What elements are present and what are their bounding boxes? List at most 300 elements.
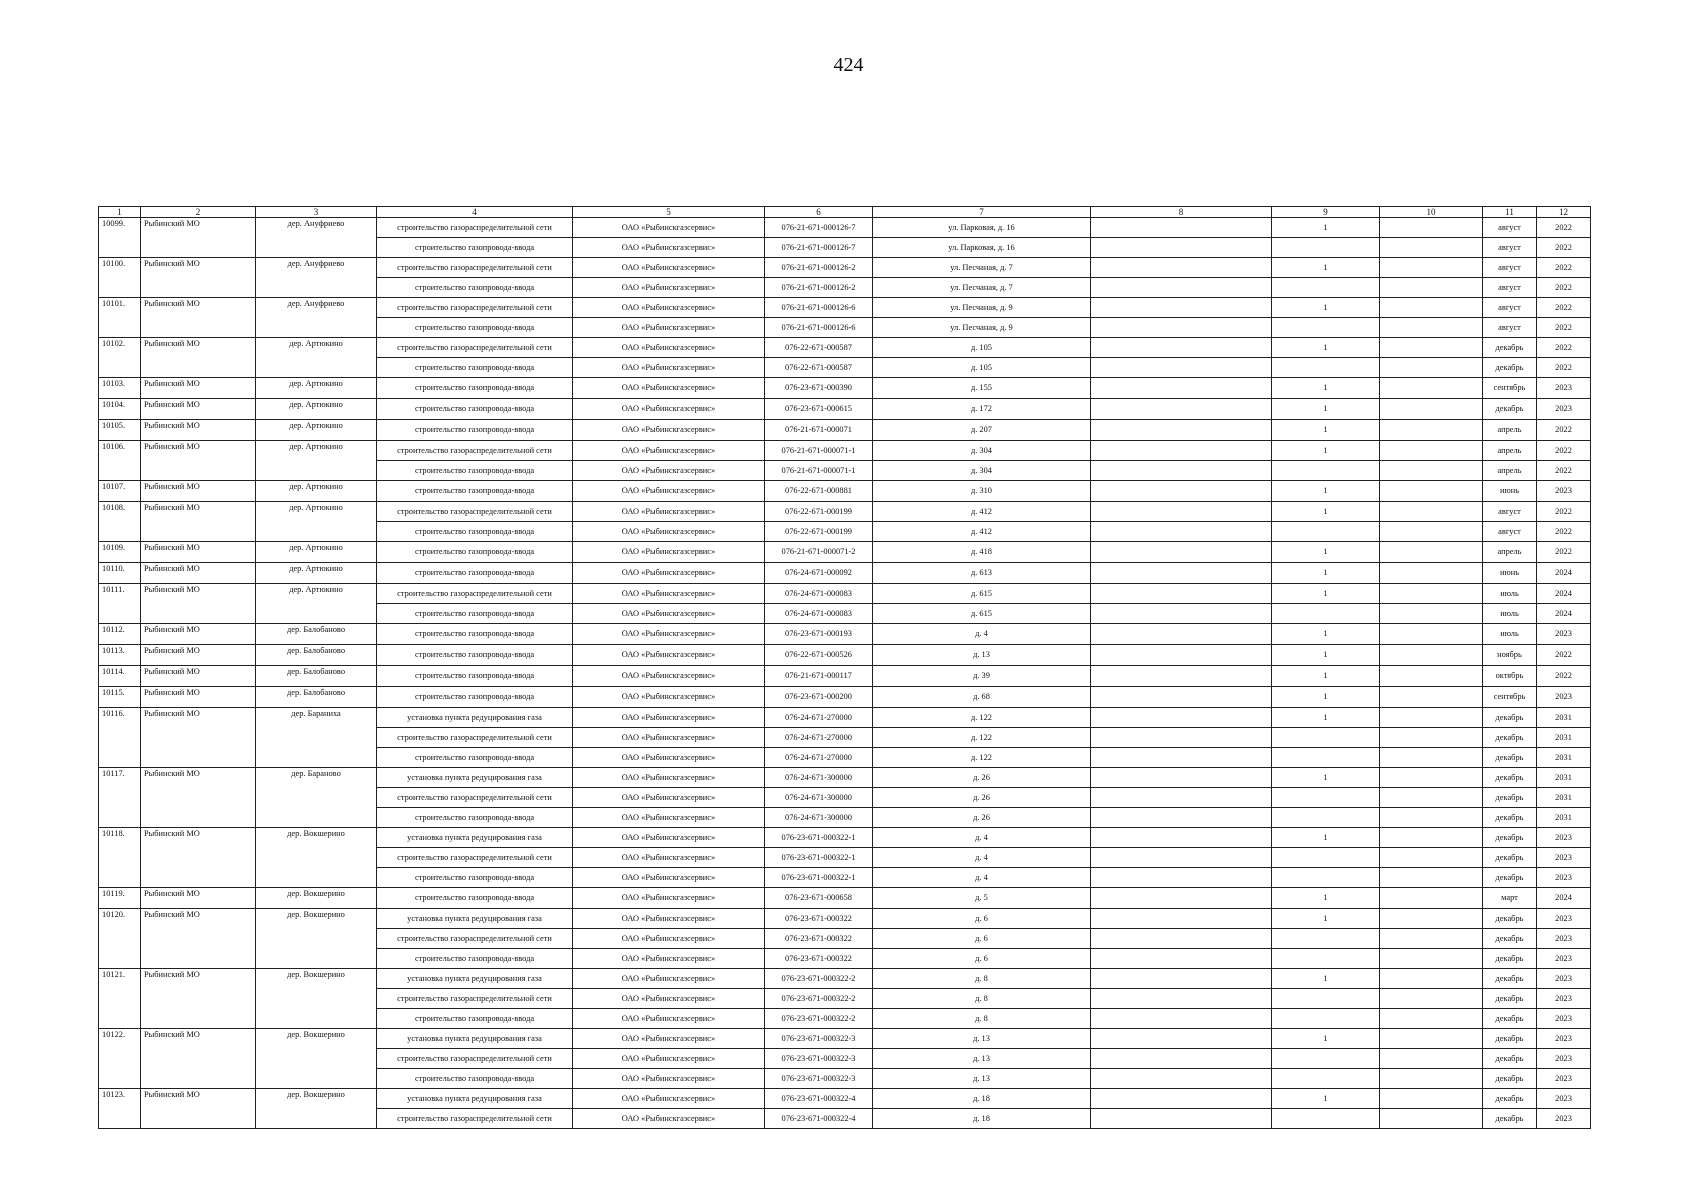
year-cell: 2022 [1537, 278, 1591, 298]
address-cell: д. 4 [873, 868, 1091, 888]
column-10-cell [1380, 969, 1483, 989]
column-10-cell [1380, 278, 1483, 298]
quantity-cell [1272, 748, 1380, 768]
column-10-cell [1380, 358, 1483, 378]
object-code-cell: 076-24-671-270000 [765, 728, 873, 748]
address-cell: д. 418 [873, 542, 1091, 563]
work-type-cell: строительство газораспределительной сети [377, 929, 573, 949]
quantity-cell: 1 [1272, 584, 1380, 604]
month-cell: декабрь [1483, 848, 1537, 868]
organization-cell: ОАО «Рыбинскгазсервис» [573, 768, 765, 788]
locality-cell: дер. Вокшерино [256, 1029, 377, 1089]
year-cell: 2031 [1537, 788, 1591, 808]
object-code-cell: 076-23-671-000322-1 [765, 848, 873, 868]
column-10-cell [1380, 788, 1483, 808]
object-code-cell: 076-24-671-270000 [765, 708, 873, 728]
column-10-cell [1380, 808, 1483, 828]
row-number-cell: 10100. [99, 258, 141, 298]
table-row [99, 399, 1591, 420]
district-cell: Рыбинский МО [141, 481, 256, 502]
column-8-cell [1091, 481, 1272, 502]
organization-cell: ОАО «Рыбинскгазсервис» [573, 481, 765, 502]
column-10-cell [1380, 868, 1483, 888]
column-10-cell [1380, 666, 1483, 687]
object-code-cell: 076-21-671-000126-2 [765, 278, 873, 298]
quantity-cell: 1 [1272, 338, 1380, 358]
column-10-cell [1380, 708, 1483, 728]
object-code-cell: 076-23-671-000322-2 [765, 1009, 873, 1029]
object-code-cell: 076-23-671-000658 [765, 888, 873, 909]
quantity-cell [1272, 1109, 1380, 1129]
district-cell: Рыбинский МО [141, 687, 256, 708]
month-cell: декабрь [1483, 909, 1537, 929]
address-cell: д. 26 [873, 808, 1091, 828]
address-cell: д. 6 [873, 909, 1091, 929]
organization-cell: ОАО «Рыбинскгазсервис» [573, 522, 765, 542]
column-8-cell [1091, 584, 1272, 604]
row-number-cell: 10118. [99, 828, 141, 888]
month-cell: декабрь [1483, 808, 1537, 828]
row-number-cell: 10110. [99, 563, 141, 584]
column-header: 3 [256, 207, 377, 218]
locality-cell: дер. Артюкино [256, 338, 377, 378]
column-8-cell [1091, 441, 1272, 461]
row-number-cell: 10122. [99, 1029, 141, 1089]
work-type-cell: строительство газопровода-ввода [377, 808, 573, 828]
address-cell: ул. Песчаная, д. 7 [873, 278, 1091, 298]
year-cell: 2023 [1537, 687, 1591, 708]
table-row [99, 258, 1591, 278]
year-cell: 2023 [1537, 989, 1591, 1009]
locality-cell: дер. Артюкино [256, 584, 377, 624]
address-cell: д. 615 [873, 584, 1091, 604]
object-code-cell: 076-21-671-000126-2 [765, 258, 873, 278]
organization-cell: ОАО «Рыбинскгазсервис» [573, 989, 765, 1009]
work-type-cell: строительство газопровода-ввода [377, 542, 573, 563]
address-cell: д. 68 [873, 687, 1091, 708]
address-cell: д. 13 [873, 1029, 1091, 1049]
work-type-cell: строительство газораспределительной сети [377, 1049, 573, 1069]
column-10-cell [1380, 258, 1483, 278]
work-type-cell: строительство газопровода-ввода [377, 748, 573, 768]
column-8-cell [1091, 624, 1272, 645]
address-cell: д. 18 [873, 1109, 1091, 1129]
gasification-schedule-table [98, 206, 1591, 1129]
year-cell: 2022 [1537, 338, 1591, 358]
quantity-cell: 1 [1272, 687, 1380, 708]
object-code-cell: 076-23-671-000200 [765, 687, 873, 708]
organization-cell: ОАО «Рыбинскгазсервис» [573, 1009, 765, 1029]
column-10-cell [1380, 1089, 1483, 1109]
month-cell: декабрь [1483, 969, 1537, 989]
address-cell: д. 13 [873, 1069, 1091, 1089]
month-cell: август [1483, 318, 1537, 338]
month-cell: март [1483, 888, 1537, 909]
month-cell: август [1483, 502, 1537, 522]
month-cell: декабрь [1483, 768, 1537, 788]
work-type-cell: строительство газопровода-ввода [377, 358, 573, 378]
object-code-cell: 076-24-671-300000 [765, 768, 873, 788]
month-cell: декабрь [1483, 929, 1537, 949]
year-cell: 2024 [1537, 584, 1591, 604]
year-cell: 2022 [1537, 441, 1591, 461]
object-code-cell: 076-22-671-000881 [765, 481, 873, 502]
address-cell: ул. Парковая, д. 16 [873, 218, 1091, 238]
month-cell: август [1483, 278, 1537, 298]
organization-cell: ОАО «Рыбинскгазсервис» [573, 748, 765, 768]
object-code-cell: 076-23-671-000390 [765, 378, 873, 399]
column-10-cell [1380, 563, 1483, 584]
organization-cell: ОАО «Рыбинскгазсервис» [573, 1109, 765, 1129]
organization-cell: ОАО «Рыбинскгазсервис» [573, 563, 765, 584]
row-number-cell: 10112. [99, 624, 141, 645]
column-10-cell [1380, 502, 1483, 522]
address-cell: д. 172 [873, 399, 1091, 420]
work-type-cell: строительство газопровода-ввода [377, 666, 573, 687]
address-cell: ул. Песчаная, д. 9 [873, 298, 1091, 318]
column-10-cell [1380, 420, 1483, 441]
quantity-cell: 1 [1272, 969, 1380, 989]
locality-cell: дер. Артюкино [256, 420, 377, 441]
column-8-cell [1091, 522, 1272, 542]
quantity-cell: 1 [1272, 258, 1380, 278]
object-code-cell: 076-23-671-000322-3 [765, 1049, 873, 1069]
organization-cell: ОАО «Рыбинскгазсервис» [573, 1029, 765, 1049]
district-cell: Рыбинский МО [141, 338, 256, 378]
month-cell: апрель [1483, 461, 1537, 481]
month-cell: июнь [1483, 563, 1537, 584]
district-cell: Рыбинский МО [141, 828, 256, 888]
work-type-cell: строительство газораспределительной сети [377, 258, 573, 278]
address-cell: д. 122 [873, 728, 1091, 748]
district-cell: Рыбинский МО [141, 666, 256, 687]
year-cell: 2023 [1537, 1069, 1591, 1089]
year-cell: 2023 [1537, 929, 1591, 949]
district-cell: Рыбинский МО [141, 1029, 256, 1089]
address-cell: д. 18 [873, 1089, 1091, 1109]
column-8-cell [1091, 929, 1272, 949]
quantity-cell: 1 [1272, 888, 1380, 909]
column-10-cell [1380, 604, 1483, 624]
column-8-cell [1091, 989, 1272, 1009]
work-type-cell: строительство газораспределительной сети [377, 848, 573, 868]
year-cell: 2023 [1537, 1109, 1591, 1129]
locality-cell: дер. Ануфриево [256, 298, 377, 338]
work-type-cell: строительство газопровода-ввода [377, 949, 573, 969]
district-cell: Рыбинский МО [141, 909, 256, 969]
locality-cell: дер. Бараниха [256, 708, 377, 768]
column-10-cell [1380, 848, 1483, 868]
work-type-cell: строительство газораспределительной сети [377, 298, 573, 318]
column-10-cell [1380, 828, 1483, 848]
column-8-cell [1091, 502, 1272, 522]
column-10-cell [1380, 441, 1483, 461]
address-cell: д. 26 [873, 788, 1091, 808]
work-type-cell: строительство газораспределительной сети [377, 788, 573, 808]
quantity-cell [1272, 1069, 1380, 1089]
locality-cell: дер. Бараново [256, 768, 377, 828]
locality-cell: дер. Вокшерино [256, 888, 377, 909]
year-cell: 2022 [1537, 645, 1591, 666]
month-cell: октябрь [1483, 666, 1537, 687]
quantity-cell: 1 [1272, 441, 1380, 461]
table-row [99, 481, 1591, 502]
object-code-cell: 076-23-671-000322-4 [765, 1089, 873, 1109]
work-type-cell: строительство газопровода-ввода [377, 522, 573, 542]
month-cell: декабрь [1483, 1089, 1537, 1109]
organization-cell: ОАО «Рыбинскгазсервис» [573, 1049, 765, 1069]
address-cell: д. 8 [873, 969, 1091, 989]
month-cell: август [1483, 238, 1537, 258]
quantity-cell: 1 [1272, 378, 1380, 399]
work-type-cell: строительство газопровода-ввода [377, 420, 573, 441]
table-row [99, 768, 1591, 788]
organization-cell: ОАО «Рыбинскгазсервис» [573, 949, 765, 969]
locality-cell: дер. Вокшерино [256, 828, 377, 888]
object-code-cell: 076-22-671-000199 [765, 522, 873, 542]
work-type-cell: строительство газораспределительной сети [377, 1109, 573, 1129]
organization-cell: ОАО «Рыбинскгазсервис» [573, 708, 765, 728]
month-cell: ноябрь [1483, 645, 1537, 666]
organization-cell: ОАО «Рыбинскгазсервис» [573, 584, 765, 604]
district-cell: Рыбинский МО [141, 420, 256, 441]
object-code-cell: 076-23-671-000322-1 [765, 868, 873, 888]
organization-cell: ОАО «Рыбинскгазсервис» [573, 358, 765, 378]
locality-cell: дер. Артюкино [256, 502, 377, 542]
organization-cell: ОАО «Рыбинскгазсервис» [573, 645, 765, 666]
locality-cell: дер. Артюкино [256, 563, 377, 584]
object-code-cell: 076-21-671-000126-6 [765, 318, 873, 338]
locality-cell: дер. Артюкино [256, 441, 377, 481]
month-cell: декабрь [1483, 1069, 1537, 1089]
year-cell: 2022 [1537, 318, 1591, 338]
locality-cell: дер. Ануфриево [256, 218, 377, 258]
column-8-cell [1091, 238, 1272, 258]
column-8-cell [1091, 1029, 1272, 1049]
organization-cell: ОАО «Рыбинскгазсервис» [573, 238, 765, 258]
year-cell: 2023 [1537, 1089, 1591, 1109]
organization-cell: ОАО «Рыбинскгазсервис» [573, 278, 765, 298]
address-cell: д. 4 [873, 828, 1091, 848]
column-8-cell [1091, 378, 1272, 399]
object-code-cell: 076-24-671-300000 [765, 788, 873, 808]
address-cell: д. 13 [873, 1049, 1091, 1069]
month-cell: июль [1483, 604, 1537, 624]
table-row [99, 687, 1591, 708]
quantity-cell: 1 [1272, 708, 1380, 728]
quantity-cell [1272, 929, 1380, 949]
work-type-cell: строительство газопровода-ввода [377, 645, 573, 666]
object-code-cell: 076-21-671-000126-6 [765, 298, 873, 318]
object-code-cell: 076-23-671-000322 [765, 949, 873, 969]
year-cell: 2022 [1537, 298, 1591, 318]
work-type-cell: строительство газопровода-ввода [377, 563, 573, 584]
table-row [99, 645, 1591, 666]
district-cell: Рыбинский МО [141, 708, 256, 768]
object-code-cell: 076-21-671-000071-2 [765, 542, 873, 563]
table-row [99, 584, 1591, 604]
column-10-cell [1380, 687, 1483, 708]
organization-cell: ОАО «Рыбинскгазсервис» [573, 378, 765, 399]
column-number-header-row [99, 207, 1591, 218]
quantity-cell: 1 [1272, 666, 1380, 687]
table-row [99, 888, 1591, 909]
table-row [99, 563, 1591, 584]
object-code-cell: 076-22-671-000587 [765, 338, 873, 358]
district-cell: Рыбинский МО [141, 645, 256, 666]
column-10-cell [1380, 584, 1483, 604]
quantity-cell [1272, 1049, 1380, 1069]
column-8-cell [1091, 848, 1272, 868]
column-10-cell [1380, 399, 1483, 420]
address-cell: д. 613 [873, 563, 1091, 584]
work-type-cell: строительство газопровода-ввода [377, 1069, 573, 1089]
month-cell: декабрь [1483, 1009, 1537, 1029]
year-cell: 2023 [1537, 949, 1591, 969]
locality-cell: дер. Вокшерино [256, 1089, 377, 1129]
column-10-cell [1380, 1049, 1483, 1069]
quantity-cell [1272, 728, 1380, 748]
column-header: 8 [1091, 207, 1272, 218]
organization-cell: ОАО «Рыбинскгазсервис» [573, 1089, 765, 1109]
row-number-cell: 10123. [99, 1089, 141, 1129]
row-number-cell: 10113. [99, 645, 141, 666]
year-cell: 2022 [1537, 258, 1591, 278]
row-number-cell: 10111. [99, 584, 141, 624]
quantity-cell: 1 [1272, 298, 1380, 318]
object-code-cell: 076-21-671-000071 [765, 420, 873, 441]
organization-cell: ОАО «Рыбинскгазсервис» [573, 666, 765, 687]
object-code-cell: 076-22-671-000199 [765, 502, 873, 522]
month-cell: август [1483, 522, 1537, 542]
year-cell: 2031 [1537, 768, 1591, 788]
month-cell: декабрь [1483, 949, 1537, 969]
object-code-cell: 076-23-671-000193 [765, 624, 873, 645]
organization-cell: ОАО «Рыбинскгазсервис» [573, 868, 765, 888]
object-code-cell: 076-23-671-000615 [765, 399, 873, 420]
column-8-cell [1091, 278, 1272, 298]
column-header: 2 [141, 207, 256, 218]
table-row [99, 624, 1591, 645]
month-cell: апрель [1483, 420, 1537, 441]
table-row [99, 909, 1591, 929]
locality-cell: дер. Артюкино [256, 542, 377, 563]
object-code-cell: 076-24-671-000092 [765, 563, 873, 584]
district-cell: Рыбинский МО [141, 542, 256, 563]
object-code-cell: 076-21-671-000071-1 [765, 441, 873, 461]
work-type-cell: строительство газопровода-ввода [377, 687, 573, 708]
object-code-cell: 076-23-671-000322-2 [765, 969, 873, 989]
column-8-cell [1091, 949, 1272, 969]
work-type-cell: установка пункта редуцирования газа [377, 1029, 573, 1049]
row-number-cell: 10109. [99, 542, 141, 563]
district-cell: Рыбинский МО [141, 378, 256, 399]
column-8-cell [1091, 563, 1272, 584]
column-header: 10 [1380, 207, 1483, 218]
organization-cell: ОАО «Рыбинскгазсервис» [573, 420, 765, 441]
organization-cell: ОАО «Рыбинскгазсервис» [573, 441, 765, 461]
table-row [99, 666, 1591, 687]
page-number: 424 [833, 54, 864, 76]
month-cell: декабрь [1483, 338, 1537, 358]
column-8-cell [1091, 542, 1272, 563]
work-type-cell: строительство газораспределительной сети [377, 218, 573, 238]
column-8-cell [1091, 909, 1272, 929]
address-cell: д. 26 [873, 768, 1091, 788]
month-cell: декабрь [1483, 728, 1537, 748]
district-cell: Рыбинский МО [141, 563, 256, 584]
year-cell: 2022 [1537, 522, 1591, 542]
column-10-cell [1380, 1029, 1483, 1049]
quantity-cell: 1 [1272, 420, 1380, 441]
column-10-cell [1380, 298, 1483, 318]
table-row [99, 441, 1591, 461]
organization-cell: ОАО «Рыбинскгазсервис» [573, 624, 765, 645]
month-cell: декабрь [1483, 748, 1537, 768]
object-code-cell: 076-23-671-000322-1 [765, 828, 873, 848]
month-cell: декабрь [1483, 399, 1537, 420]
object-code-cell: 076-21-671-000117 [765, 666, 873, 687]
address-cell: ул. Парковая, д. 16 [873, 238, 1091, 258]
address-cell: д. 412 [873, 522, 1091, 542]
quantity-cell [1272, 1009, 1380, 1029]
year-cell: 2022 [1537, 502, 1591, 522]
column-8-cell [1091, 645, 1272, 666]
column-10-cell [1380, 542, 1483, 563]
district-cell: Рыбинский МО [141, 502, 256, 542]
row-number-cell: 10099. [99, 218, 141, 258]
table-row [99, 542, 1591, 563]
address-cell: д. 207 [873, 420, 1091, 441]
quantity-cell: 1 [1272, 645, 1380, 666]
year-cell: 2023 [1537, 1049, 1591, 1069]
district-cell: Рыбинский МО [141, 1089, 256, 1129]
column-8-cell [1091, 868, 1272, 888]
year-cell: 2023 [1537, 848, 1591, 868]
address-cell: д. 412 [873, 502, 1091, 522]
object-code-cell: 076-21-671-000126-7 [765, 238, 873, 258]
address-cell: д. 155 [873, 378, 1091, 399]
column-10-cell [1380, 238, 1483, 258]
work-type-cell: строительство газопровода-ввода [377, 888, 573, 909]
column-10-cell [1380, 768, 1483, 788]
column-8-cell [1091, 1009, 1272, 1029]
year-cell: 2022 [1537, 542, 1591, 563]
row-number-cell: 10101. [99, 298, 141, 338]
quantity-cell: 1 [1272, 1089, 1380, 1109]
month-cell: август [1483, 298, 1537, 318]
column-10-cell [1380, 929, 1483, 949]
column-header: 5 [573, 207, 765, 218]
object-code-cell: 076-24-671-270000 [765, 748, 873, 768]
work-type-cell: строительство газопровода-ввода [377, 278, 573, 298]
table-row [99, 378, 1591, 399]
column-header: 6 [765, 207, 873, 218]
row-number-cell: 10116. [99, 708, 141, 768]
quantity-cell: 1 [1272, 624, 1380, 645]
work-type-cell: строительство газораспределительной сети [377, 441, 573, 461]
work-type-cell: строительство газопровода-ввода [377, 399, 573, 420]
row-number-cell: 10107. [99, 481, 141, 502]
month-cell: декабрь [1483, 1029, 1537, 1049]
locality-cell: дер. Балобаново [256, 687, 377, 708]
month-cell: сентябрь [1483, 378, 1537, 399]
work-type-cell: установка пункта редуцирования газа [377, 1089, 573, 1109]
object-code-cell: 076-24-671-300000 [765, 808, 873, 828]
address-cell: д. 105 [873, 358, 1091, 378]
work-type-cell: установка пункта редуцирования газа [377, 909, 573, 929]
locality-cell: дер. Артюкино [256, 481, 377, 502]
